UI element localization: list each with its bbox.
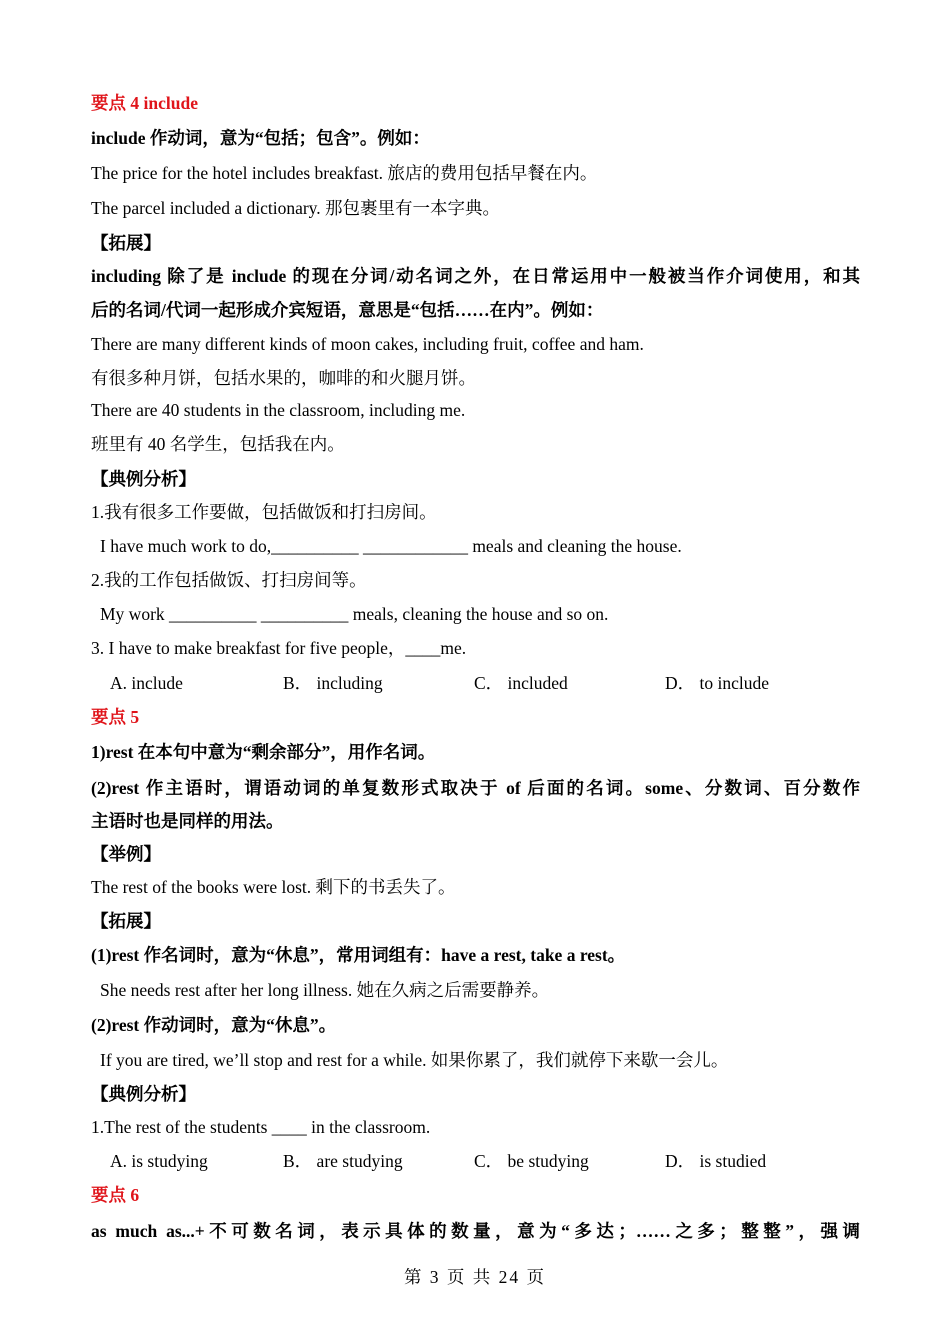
- section-4-example-2: The parcel included a dictionary. 那包裹里有一本字典。: [91, 198, 501, 218]
- section-4-q3-option-c: C． included: [474, 673, 568, 693]
- section-4-definition: include 作动词，意为“包括；包含”。例如：: [91, 128, 430, 148]
- section-5-point-1: 1)rest 在本句中意为“剩余部分”，用作名词。: [91, 742, 436, 762]
- section-4-q3-option-d: D． to include: [665, 673, 770, 693]
- section-5-q1-option-c: C． be studying: [474, 1151, 589, 1171]
- section-4-analysis-label: 【典例分析】: [91, 469, 196, 489]
- section-4-q3-option-a: A. include: [110, 673, 183, 693]
- section-5-q1-option-d: D． is studied: [665, 1151, 767, 1171]
- section-5-analysis-label: 【典例分析】: [91, 1084, 196, 1104]
- section-4-question-3: 3. I have to make breakfast for five people，____me.: [91, 638, 467, 658]
- section-4-q3-option-b: B． including: [283, 673, 383, 693]
- section-5-example-label: 【举例】: [91, 844, 161, 864]
- section-4-example-3-en: There are many different kinds of moon cakes, including fruit, coffee and ham.: [91, 334, 644, 354]
- section-6-heading: 要点 6: [91, 1185, 140, 1205]
- section-5-expand-2: (2)rest 作动词时，意为“休息”。: [91, 1015, 337, 1035]
- section-4-heading: 要点 4 include: [91, 93, 198, 113]
- section-4-expand-line-1: including 除了是 include 的现在分词/动名词之外，在日常运用中一般被当作介词使用，和其: [91, 266, 860, 286]
- section-4-question-1-cn: 1.我有很多工作要做，包括做饭和打扫房间。: [91, 502, 437, 522]
- section-4-expand-line-2: 后的名词/代词一起形成介宾短语，意思是“包括……在内”。例如：: [91, 300, 604, 320]
- section-4-expand-label: 【拓展】: [91, 233, 161, 253]
- section-5-example-1: The rest of the books were lost. 剩下的书丢失了。: [91, 877, 456, 897]
- page-footer: 第 3 页 共 24 页: [403, 1267, 547, 1287]
- section-5-point-2-line-2: 主语时也是同样的用法。: [91, 811, 284, 831]
- section-4-example-4-en: There are 40 students in the classroom, including me.: [91, 400, 466, 420]
- section-4-example-3-cn: 有很多种月饼，包括水果的，咖啡的和火腿月饼。: [91, 368, 476, 388]
- section-4-question-2-en: My work __________ __________ meals, cleaning the house and so on.: [100, 604, 609, 624]
- section-5-expand-1-example: She needs rest after her long illness. 她在久病之后需要静养。: [100, 980, 550, 1000]
- section-4-example-4-cn: 班里有 40 名学生，包括我在内。: [91, 434, 345, 454]
- section-5-expand-2-example: If you are tired, we’ll stop and rest for a while. 如果你累了，我们就停下来歇一会儿。: [100, 1050, 729, 1070]
- section-5-expand-1: (1)rest 作名词时，意为“休息”，常用词组有：have a rest, take a rest。: [91, 945, 626, 965]
- section-5-q1-option-a: A. is studying: [110, 1151, 208, 1171]
- section-4-question-1-en: I have much work to do,__________ ____________ meals and cleaning the house.: [100, 536, 682, 556]
- section-5-q1-option-b: B． are studying: [283, 1151, 403, 1171]
- section-6-line-1: as much as...+不可数名词，表示具体的数量，意为“多达；……之多；整整”，强调: [91, 1221, 860, 1241]
- section-5-heading: 要点 5: [91, 707, 140, 727]
- section-4-question-2-cn: 2.我的工作包括做饭、打扫房间等。: [91, 570, 367, 590]
- section-5-expand-label: 【拓展】: [91, 911, 161, 931]
- section-5-question-1: 1.The rest of the students ____ in the classroom.: [91, 1117, 431, 1137]
- section-5-point-2-line-1: (2)rest 作主语时，谓语动词的单复数形式取决于 of 后面的名词。some、分数词、百分数作: [91, 778, 860, 798]
- section-4-example-1: The price for the hotel includes breakfast. 旅店的费用包括早餐在内。: [91, 163, 598, 183]
